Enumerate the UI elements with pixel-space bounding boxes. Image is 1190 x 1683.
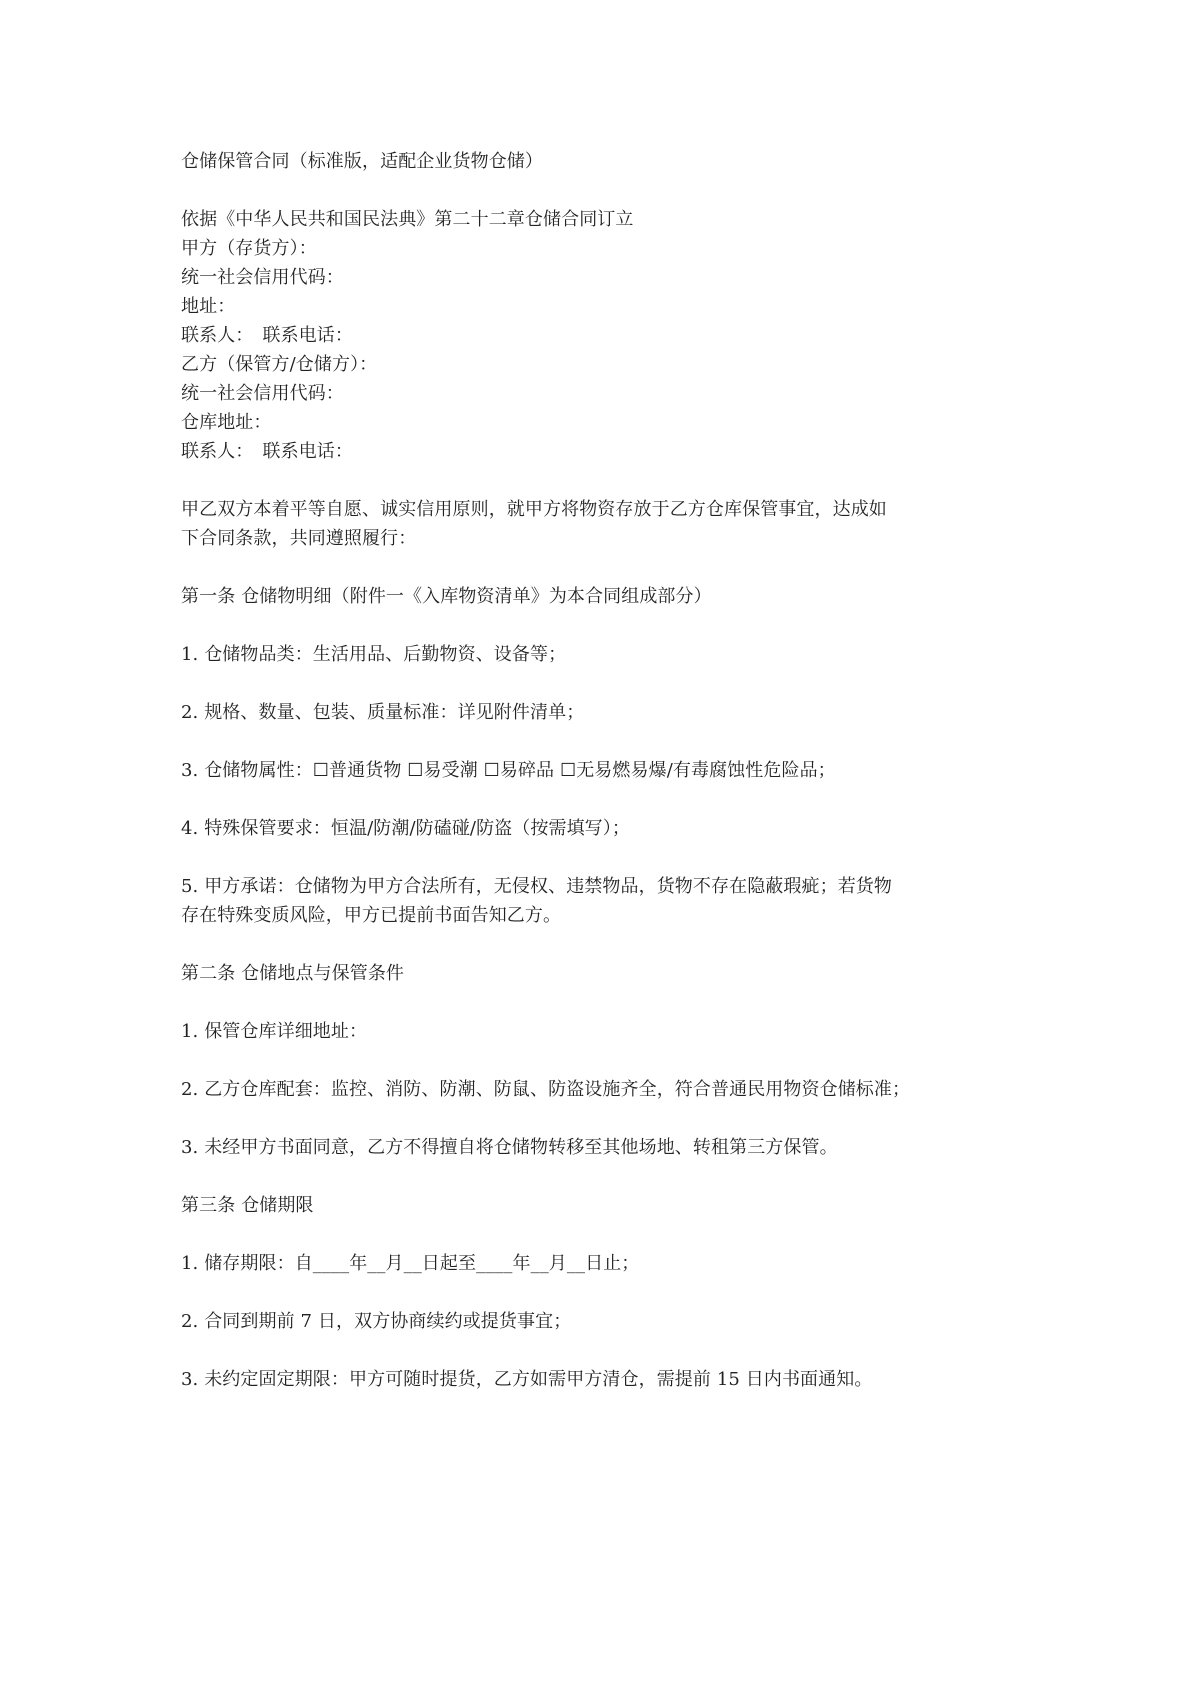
article-1-item-5-line-2: 存在特殊变质风险，甲方已提前书面告知乙方。 [181, 905, 562, 926]
article-2-item-2: 2. 乙方仓库配套：监控、消防、防潮、防鼠、防盗设施齐全，符合普通民用物资仓储标准； [181, 1079, 911, 1100]
article-3-heading: 第三条 仓储期限 [181, 1195, 314, 1216]
legal-basis: 依据《中华人民共和国民法典》第二十二章仓储合同订立 [181, 209, 634, 230]
party-a-credit-code: 统一社会信用代码： [181, 267, 344, 288]
party-b-contact: 联系人： 联系电话： [181, 441, 353, 462]
article-1-heading: 第一条 仓储物明细（附件一《入库物资清单》为本合同组成部分） [181, 586, 712, 607]
article-3-item-2: 2. 合同到期前 7 日，双方协商续约或提货事宜； [181, 1311, 572, 1332]
party-b-address: 仓库地址： [181, 412, 272, 433]
article-3-item-3: 3. 未约定固定期限：甲方可随时提货，乙方如需甲方清仓，需提前 15 日内书面通知。 [181, 1369, 873, 1390]
article-1-item-4: 4. 特殊保管要求：恒温/防潮/防磕碰/防盗（按需填写）； [181, 818, 630, 839]
preamble-line-2: 下合同条款，共同遵照履行： [181, 528, 417, 549]
party-a-address: 地址： [181, 296, 236, 317]
party-b-credit-code: 统一社会信用代码： [181, 383, 344, 404]
article-1-item-2: 2. 规格、数量、包装、质量标准：详见附件清单； [181, 702, 585, 723]
party-b-label: 乙方（保管方/仓储方）： [181, 354, 378, 375]
article-1-item-3: 3. 仓储物属性：☐普通货物 ☐易受潮 ☐易碎品 ☐无易燃易爆/有毒腐蚀性危险品； [181, 760, 836, 781]
article-2-item-3: 3. 未经甲方书面同意，乙方不得擅自将仓储物转移至其他场地、转租第三方保管。 [181, 1137, 838, 1158]
article-1-item-1: 1. 仓储物品类：生活用品、后勤物资、设备等； [181, 644, 567, 665]
article-2-item-1: 1. 保管仓库详细地址： [181, 1021, 368, 1042]
document-title: 仓储保管合同（标准版，适配企业货物仓储） [181, 151, 543, 172]
article-2-heading: 第二条 仓储地点与保管条件 [181, 963, 405, 984]
party-a-label: 甲方（存货方）： [181, 238, 317, 259]
article-1-item-5-line-1: 5. 甲方承诺：仓储物为甲方合法所有，无侵权、违禁物品，货物不存在隐蔽瑕疵；若货物 [181, 876, 892, 897]
preamble-line-1: 甲乙双方本着平等自愿、诚实信用原则，就甲方将物资存放于乙方仓库保管事宜，达成如 [181, 499, 887, 520]
article-3-item-1: 1. 储存期限：自____年__月__日起至____年__月__日止； [181, 1253, 640, 1274]
party-a-contact: 联系人： 联系电话： [181, 325, 353, 346]
